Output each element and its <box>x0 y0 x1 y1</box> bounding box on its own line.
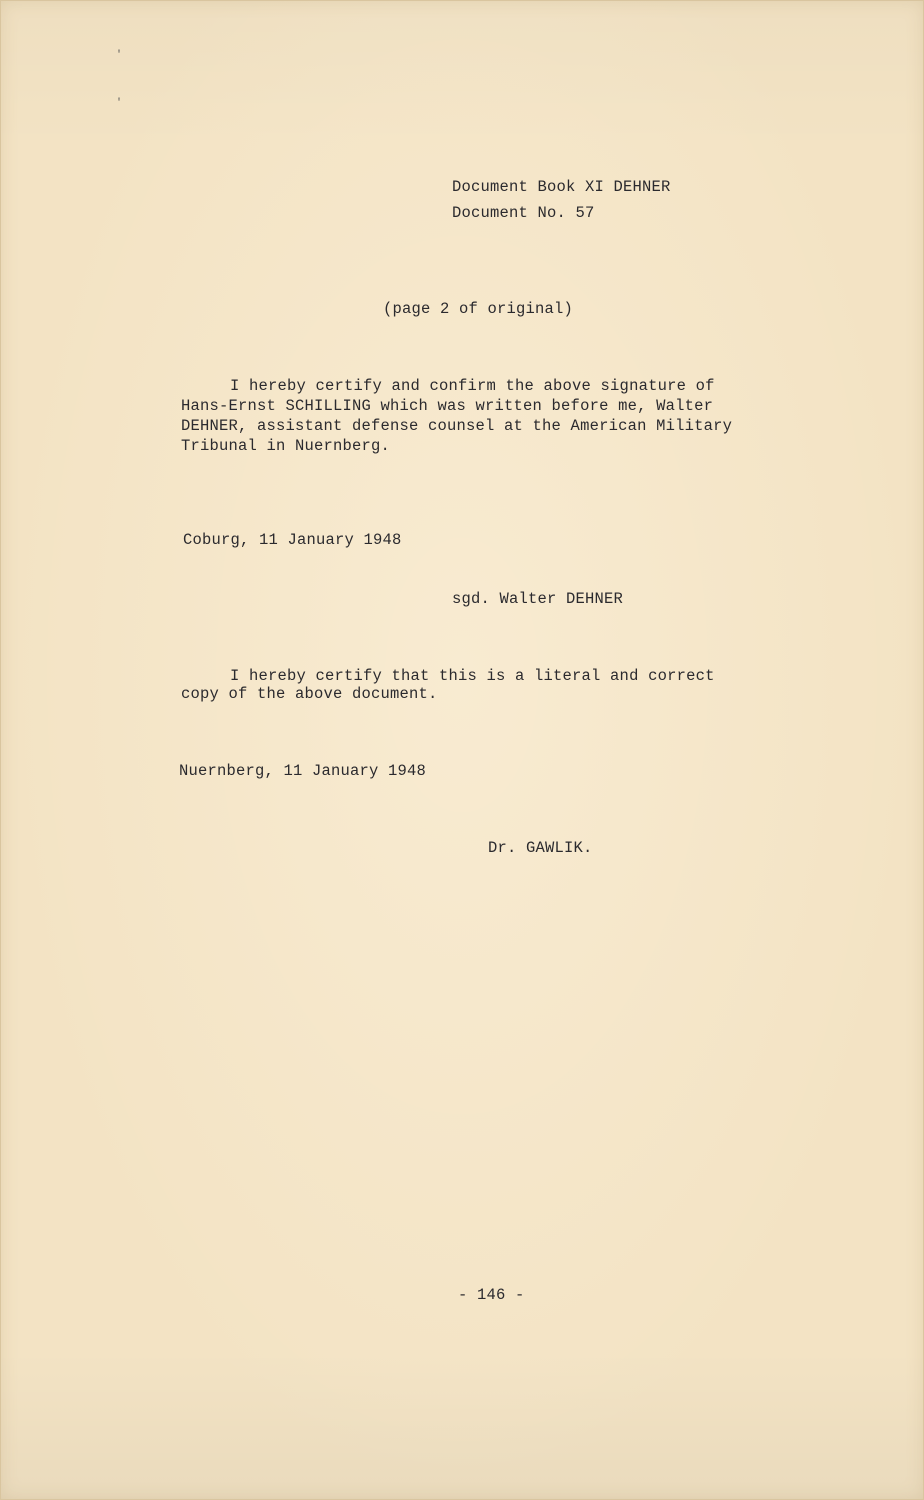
paragraph-line: Tribunal in Nuernberg. <box>181 437 391 455</box>
margin-mark: ' <box>116 98 123 109</box>
page-number: - 146 - <box>458 1286 525 1304</box>
paragraph-line: I hereby certify that this is a literal and correct <box>230 667 715 685</box>
signature-dehner: sgd. Walter DEHNER <box>452 590 624 608</box>
document-book-label: Document Book XI DEHNER <box>452 178 671 196</box>
paragraph-line: I hereby certify and confirm the above signature of <box>230 377 715 395</box>
place-date-coburg: Coburg, 11 January 1948 <box>183 531 402 549</box>
paragraph-line: Hans-Ernst SCHILLING which was written before me, Walter <box>181 397 714 415</box>
paragraph-line: copy of the above document. <box>181 685 438 703</box>
place-date-nuernberg: Nuernberg, 11 January 1948 <box>179 762 427 780</box>
paragraph-line: DEHNER, assistant defense counsel at the American Military <box>181 417 733 435</box>
signature-gawlik: Dr. GAWLIK. <box>488 839 593 857</box>
margin-mark: ' <box>116 50 123 61</box>
document-number-label: Document No. 57 <box>452 204 595 222</box>
page-of-original-note: (page 2 of original) <box>383 300 574 318</box>
